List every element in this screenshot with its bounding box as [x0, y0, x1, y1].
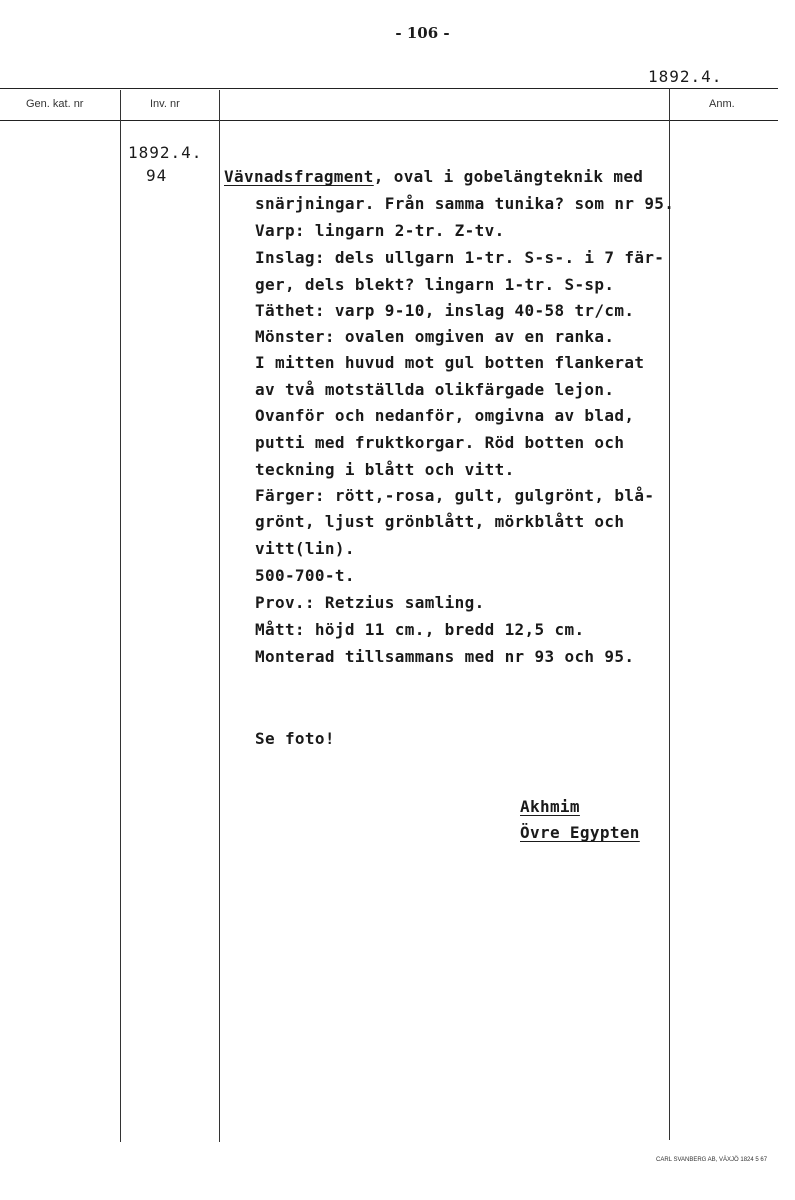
description-line: ger, dels blekt? lingarn 1-tr. S-sp. [255, 275, 615, 294]
provenance-region: Övre Egypten [520, 823, 640, 842]
column-header-anm: Anm. [709, 98, 735, 110]
provenance-place: Akhmim [520, 797, 580, 816]
inventory-number: 94 [146, 166, 168, 185]
column-header-gen-kat-nr: Gen. kat. nr [26, 98, 84, 110]
description-line: av två motställda olikfärgade lejon. [255, 380, 615, 399]
column-divider-3 [669, 88, 670, 1140]
description-line: Mått: höjd 11 cm., bredd 12,5 cm. [255, 620, 585, 639]
column-header-inv-nr: Inv. nr [150, 98, 180, 110]
description-text: , oval i gobelängteknik med [373, 167, 644, 186]
description-line: snärjningar. Från samma tunika? som nr 95. [255, 194, 675, 213]
description-line: Mönster: ovalen omgiven av en ranka. [255, 327, 615, 346]
description-line: Ovanför och nedanför, omgivna av blad, [255, 406, 635, 425]
description-line: Färger: rött,-rosa, gult, gulgrönt, blå- [255, 486, 655, 505]
description-line: putti med fruktkorgar. Röd botten och [255, 433, 625, 452]
photo-note: Se foto! [255, 729, 335, 748]
top-reference: 1892.4. [648, 67, 723, 86]
header-bottom-rule [0, 120, 778, 121]
description-line: teckning i blått och vitt. [255, 460, 515, 479]
column-divider-2 [219, 90, 220, 1142]
column-divider-1 [120, 90, 121, 1142]
description-line: Monterad tillsammans med nr 93 och 95. [255, 647, 635, 666]
description-line: Inslag: dels ullgarn 1-tr. S-s-. i 7 fär- [255, 248, 665, 267]
page-number: - 106 - [395, 24, 450, 42]
inventory-prefix: 1892.4. [128, 143, 203, 162]
description-line [224, 167, 643, 186]
description-line: Täthet: varp 9-10, inslag 40-58 tr/cm. [255, 301, 635, 320]
description-line: grönt, ljust grönblått, mörkblått och [255, 512, 625, 531]
object-title: Vävnadsfragment [224, 167, 374, 186]
description-line: Varp: lingarn 2-tr. Z-tv. [255, 221, 505, 240]
header-top-rule [0, 88, 778, 89]
printer-imprint: CARL SVANBERG AB, VÄXJÖ 1824 5 67 [656, 1157, 768, 1163]
description-line: I mitten huvud mot gul botten flankerat [255, 353, 645, 372]
description-line: 500-700-t. [255, 566, 355, 585]
description-line: Prov.: Retzius samling. [255, 593, 485, 612]
description-line: vitt(lin). [255, 539, 355, 558]
